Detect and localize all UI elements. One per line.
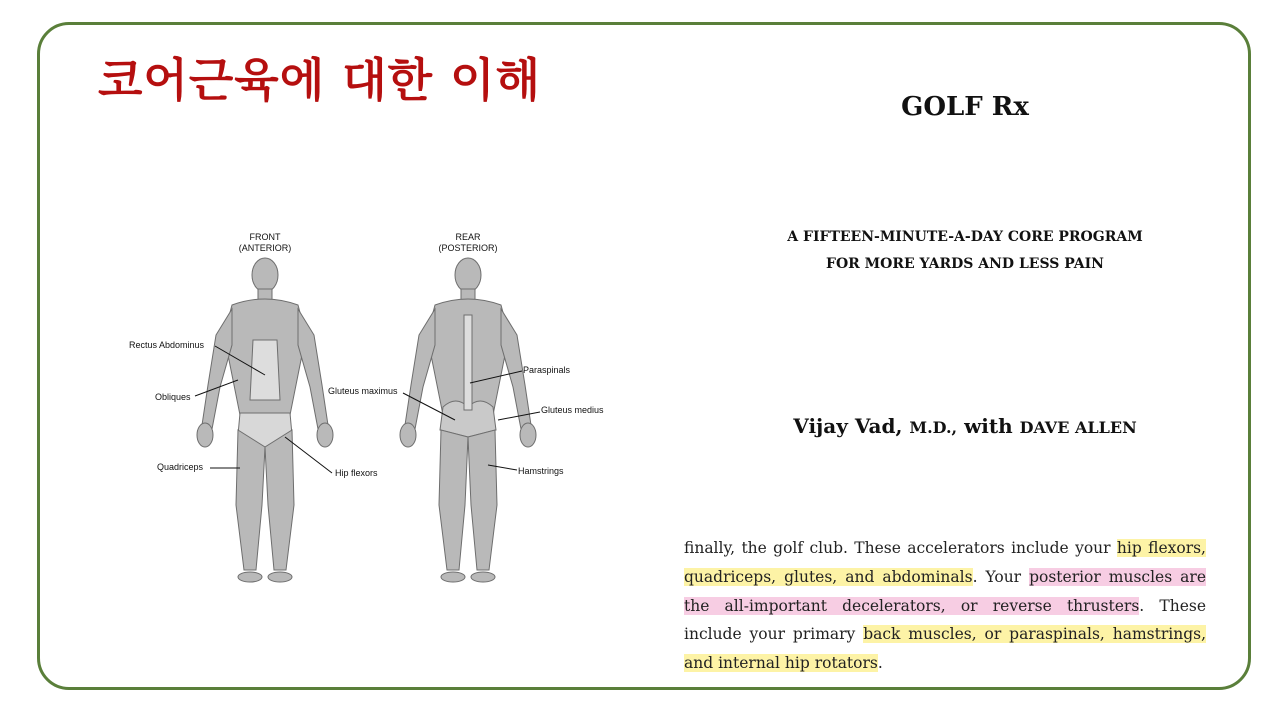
label-quadriceps: Quadriceps [157, 462, 204, 472]
author-degree: M.D., [909, 418, 958, 437]
book-subtitle [740, 224, 1190, 278]
front-heading-sub: (ANTERIOR) [238, 243, 292, 253]
excerpt-highlight-decelerators: posterior muscles are the all-important decelerators, or reverse thrusters [684, 567, 1206, 615]
label-hip-flexors: Hip flexors [335, 468, 378, 478]
label-hamstrings: Hamstrings [518, 466, 564, 476]
label-gluteus-medius: Gluteus medius [541, 405, 604, 415]
book-author [740, 414, 1190, 438]
label-paraspinals: Paraspinals [523, 365, 571, 375]
coauthor-name: DAVE ALLEN [1019, 418, 1137, 437]
muscle-anatomy-figure [120, 225, 620, 590]
label-gluteus-maximus: Gluteus maximus [328, 386, 398, 396]
label-obliques: Obliques [155, 392, 191, 402]
excerpt-text-1: finally, the golf club. These accelerators include your [684, 539, 1117, 557]
book-subtitle-line2: FOR MORE YARDS AND LESS PAIN [826, 256, 1104, 272]
author-with: with [964, 414, 1013, 438]
excerpt-text-3: . These include your primary [684, 596, 1206, 644]
book-subtitle-line1: A FIFTEEN-MINUTE-A-DAY CORE PROGRAM [787, 229, 1143, 245]
excerpt-text-2: . Your [972, 567, 1030, 586]
excerpt-text-4: . [877, 654, 883, 673]
rear-body-figure [400, 258, 536, 582]
book-excerpt [684, 534, 1206, 678]
excerpt-highlight-back-muscles: back muscles, or paraspinals, hamstrings, and internal hip rotators [684, 625, 1206, 673]
front-body-figure [197, 258, 333, 582]
excerpt-highlight-accelerators: hip flexors, quadriceps, glutes, and abdominals [684, 539, 1206, 586]
front-heading: FRONT [249, 232, 281, 242]
slide-title: 코어근육에 대한 이해 [98, 53, 541, 107]
label-rectus-abdominus: Rectus Abdominus [129, 340, 205, 350]
rear-heading-sub: (POSTERIOR) [438, 243, 498, 253]
author-name: Vijay Vad, [793, 414, 903, 438]
book-title: GOLF Rx [901, 92, 1029, 122]
rear-heading: REAR [455, 232, 481, 242]
